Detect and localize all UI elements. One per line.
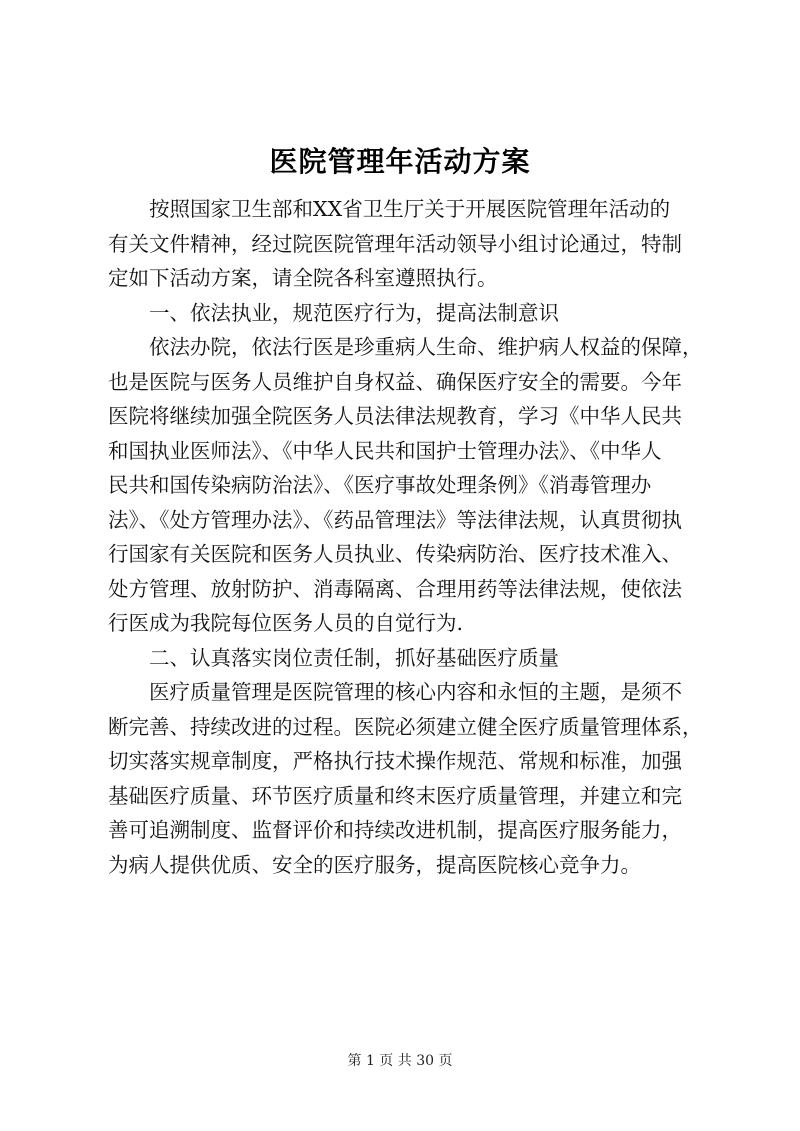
paragraph-line: 切实落实规章制度，严格执行技术操作规范、常规和标准，加强 (108, 749, 682, 773)
paragraph-line: 为病人提供优质、安全的医疗服务，提高医院核心竞争力。 (108, 852, 641, 877)
section-heading: 二、认真落实岗位责任制，抓好基础医疗质量 (149, 645, 559, 670)
paragraph-line: 和国执业医师法》、《中华人民共和国护士管理办法》、《中华人 (108, 438, 662, 463)
paragraph-line: 有关文件精神，经过院医院管理年活动领导小组讨论通过，特制 (108, 231, 682, 256)
section-heading: 一、依法执业，规范医疗行为，提高法制意识 (149, 300, 559, 325)
page-number-footer: 第 1 页 共 30 页 (347, 1053, 453, 1069)
paragraph-line: 行医成为我院每位医务人员的自觉行为. (108, 611, 464, 635)
paragraph-line: 断完善、持续改进的过程。医院必须建立健全医疗质量管理体系， (108, 714, 703, 739)
paragraph-line: 医疗质量管理是医院管理的核心内容和永恒的主题，是须不 (149, 680, 682, 704)
paragraph-line: 基础医疗质量、环节医疗质量和终末医疗质量管理，并建立和完 (108, 783, 682, 808)
paragraph-line: 依法办院，依法行医是珍重病人生命、维护病人权益的保障， (149, 335, 703, 359)
paragraph-line: 善可追溯制度、监督评价和持续改进机制，提高医疗服务能力， (108, 818, 682, 842)
document-body (108, 192, 703, 882)
paragraph-line: 也是医院与医务人员维护自身权益、确保医疗安全的需要。今年 (108, 369, 682, 394)
paragraph-line: 医院将继续加强全院医务人员法律法规教育，学习《中华人民共 (108, 404, 682, 428)
paragraph-line: 行国家有关医院和医务人员执业、传染病防治、医疗技术准入、 (108, 542, 682, 566)
document-title: 医院管理年活动方案 (269, 145, 531, 178)
paragraph-line: 民共和国传染病防治法》、《医疗事故处理条例》《消毒管理办 (108, 473, 652, 497)
paragraph-line: 法》、《处方管理办法》、《药品管理法》等法律法规，认真贯彻执 (108, 507, 682, 532)
paragraph-line: 定如下活动方案，请全院各科室遵照执行。 (108, 266, 498, 290)
paragraph-line: 处方管理、放射防护、消毒隔离、合理用药等法律法规，使依法 (108, 576, 682, 601)
paragraph-line: 按照国家卫生部和XX省卫生厅关于开展医院管理年活动的 (149, 197, 671, 221)
